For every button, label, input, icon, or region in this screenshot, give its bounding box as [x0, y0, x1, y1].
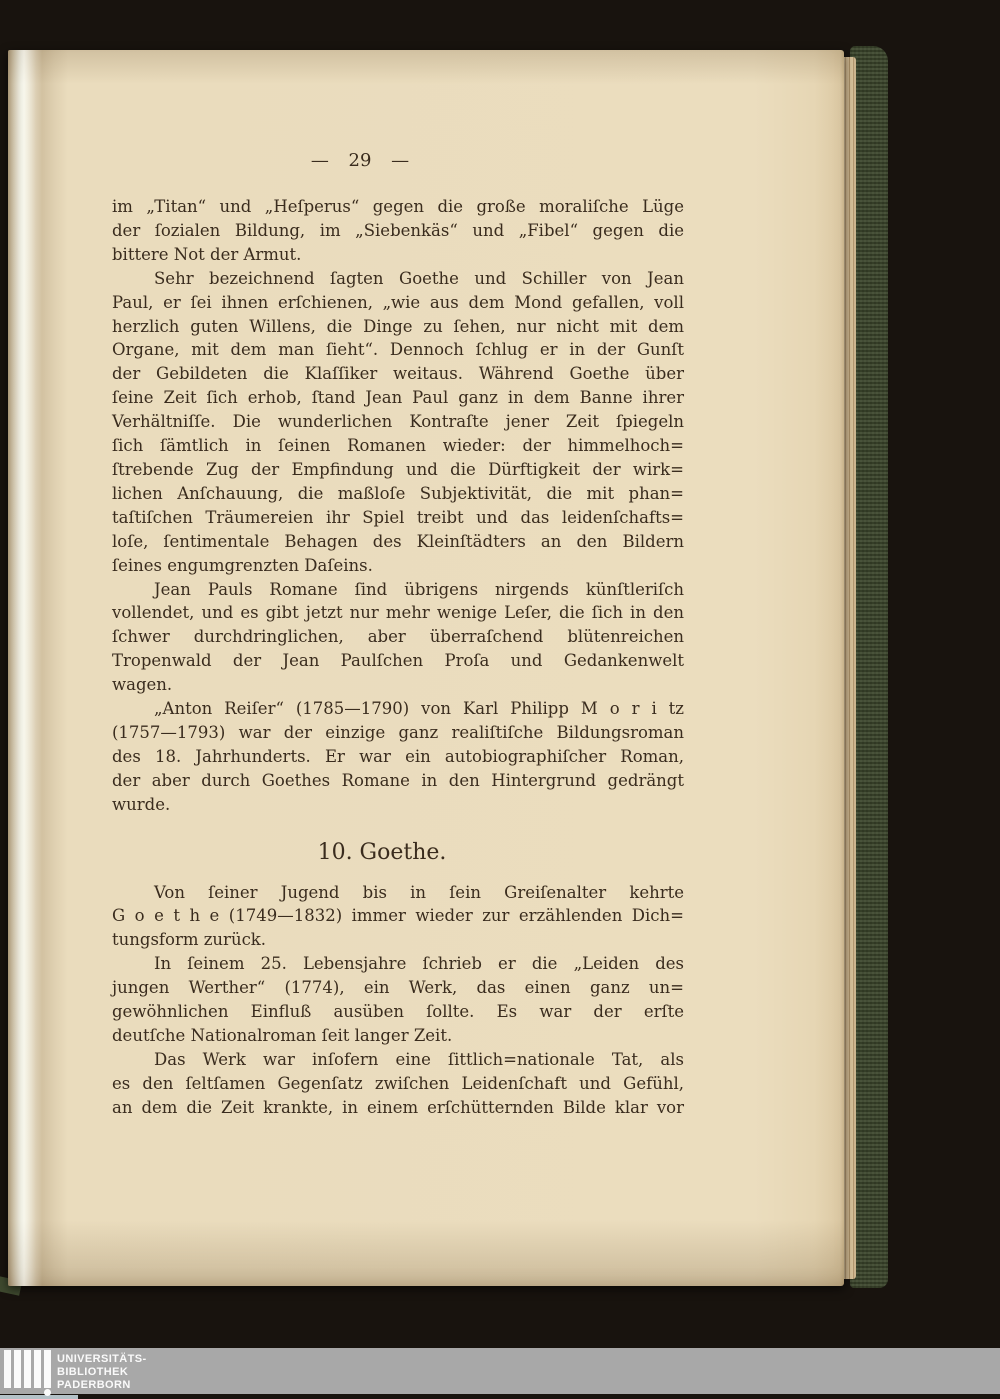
- paragraph: [112, 881, 684, 953]
- section-heading: 10. Goethe.: [317, 839, 447, 865]
- text-line: Paul, er ſei ihnen erſchienen, „wie aus dem Mond gefallen, voll: [112, 292, 684, 312]
- book-page: [8, 50, 844, 1286]
- paragraph: [112, 697, 684, 817]
- text-line: ſchwer durchdringlichen, aber überraſchend blütenreichen: [112, 627, 684, 647]
- text-line: bittere Not der Armut.: [112, 244, 302, 264]
- text-line: lichen Anſchauung, die maßloſe Subjektivität, die mit phan=: [112, 483, 684, 503]
- text-line: G o e t h e (1749—1832) immer wieder zur erzählenden Dich=: [112, 906, 684, 926]
- page-number: — 29 —: [310, 150, 410, 171]
- text-line: In ſeinem 25. Lebensjahre ſchrieb er die „Leiden des: [154, 954, 684, 974]
- gutter-shadow: [8, 50, 68, 1286]
- paragraphs-before-heading: [112, 195, 684, 817]
- text-line: ſeine Zeit ſich erhob, ſtand Jean Paul ganz in dem Banne ihrer: [112, 388, 684, 408]
- logo-bar: [44, 1350, 51, 1388]
- text-line: Organe, mit dem man ſieht“. Dennoch ſchlug er in der Gunſt: [112, 340, 684, 360]
- text-line: der ſozialen Bildung, im „Siebenkäs“ und „Fibel“ gegen die: [112, 220, 684, 240]
- text-line: wagen.: [112, 675, 173, 695]
- text-line: es den ſeltſamen Gegenſatz zwiſchen Leidenſchaft und Gefühl,: [112, 1073, 684, 1093]
- paragraph: [112, 1048, 684, 1120]
- logo-dot: [44, 1389, 51, 1396]
- logo-bar: [14, 1350, 21, 1388]
- library-logo-icon: [4, 1350, 51, 1388]
- text-line: wurde.: [112, 794, 171, 814]
- text-line: Verhältniſſe. Die wunderlichen Kontraſte jener Zeit ſpiegeln: [112, 412, 684, 432]
- text-line: Sehr bezeichnend ſagten Goethe und Schiller von Jean: [154, 268, 684, 288]
- text-line: Jean Pauls Romane ſind übrigens nirgends künſtleriſch: [154, 579, 684, 599]
- text-line: (1757—1793) war der einzige ganz realiſtiſche Bildungsroman: [112, 722, 684, 742]
- library-name-line: PADERBORN: [57, 1379, 131, 1391]
- logo-bar: [34, 1350, 41, 1388]
- scan-edge-artifact: [0, 1395, 78, 1399]
- footer-banner: [0, 1348, 1000, 1394]
- text-line: der aber durch Goethes Romane in den Hintergrund gedrängt: [112, 770, 684, 790]
- library-name-line: UNIVERSITÄTS-: [57, 1353, 147, 1365]
- text-line: an dem die Zeit krankte, in einem erſchütternden Bilde klar vor: [112, 1097, 684, 1117]
- text-line: „Anton Reiſer“ (1785—1790) von Karl Philipp M o r i tz: [154, 699, 684, 719]
- text-line: herzlich guten Willens, die Dinge zu ſehen, nur nicht mit dem: [112, 316, 684, 336]
- library-name-line: BIBLIOTHEK: [57, 1366, 129, 1378]
- text-line: loſe, ſentimentale Behagen des Kleinſtädters an den Bildern: [112, 531, 684, 551]
- text-line: des 18. Jahrhunderts. Er war ein autobiographiſcher Roman,: [112, 746, 684, 766]
- text-line: deutſche Nationalroman ſeit langer Zeit.: [112, 1026, 453, 1045]
- paragraph: [112, 578, 684, 698]
- paragraph: [112, 195, 684, 267]
- text-line: vollendet, und es gibt jetzt nur mehr wenige Leſer, die ſich in den: [112, 603, 684, 623]
- text-line: gewöhnlichen Einfluß ausüben ſollte. Es war der erſte: [112, 1002, 684, 1022]
- paragraph: [112, 267, 684, 578]
- text-line: ſeines engumgrenzten Daſeins.: [112, 555, 373, 575]
- text-line: Von ſeiner Jugend bis in ſein Greiſenalter kehrte: [154, 882, 684, 902]
- text-line: tungsform zurück.: [112, 930, 267, 950]
- text-line: im „Titan“ und „Heſperus“ gegen die große moraliſche Lüge: [112, 197, 684, 216]
- text-line: der Gebildeten die Klaſſiker weitaus. Während Goethe über: [112, 364, 684, 384]
- logo-bar: [4, 1350, 11, 1388]
- paragraphs-after-heading: [112, 881, 684, 1120]
- text-line: Tropenwald der Jean Paulſchen Proſa und Gedankenwelt: [112, 651, 684, 671]
- paragraph: [112, 952, 684, 1048]
- text-line: jungen Werther“ (1774), ein Werk, das einen ganz un=: [112, 978, 684, 998]
- page-text: [112, 195, 684, 1120]
- text-line: ſich ſämtlich in ſeinen Romanen wieder: der himmelhoch=: [112, 436, 684, 456]
- logo-bar: [24, 1350, 31, 1388]
- text-line: Das Werk war inſofern eine ſittlich=nationale Tat, als: [154, 1049, 684, 1069]
- library-name: [57, 1353, 147, 1392]
- text-line: ſtrebende Zug der Empfindung und die Dürftigkeit der wirk=: [112, 459, 684, 479]
- text-line: taſtiſchen Träumereien ihr Spiel treibt und das leidenſchafts=: [112, 507, 684, 527]
